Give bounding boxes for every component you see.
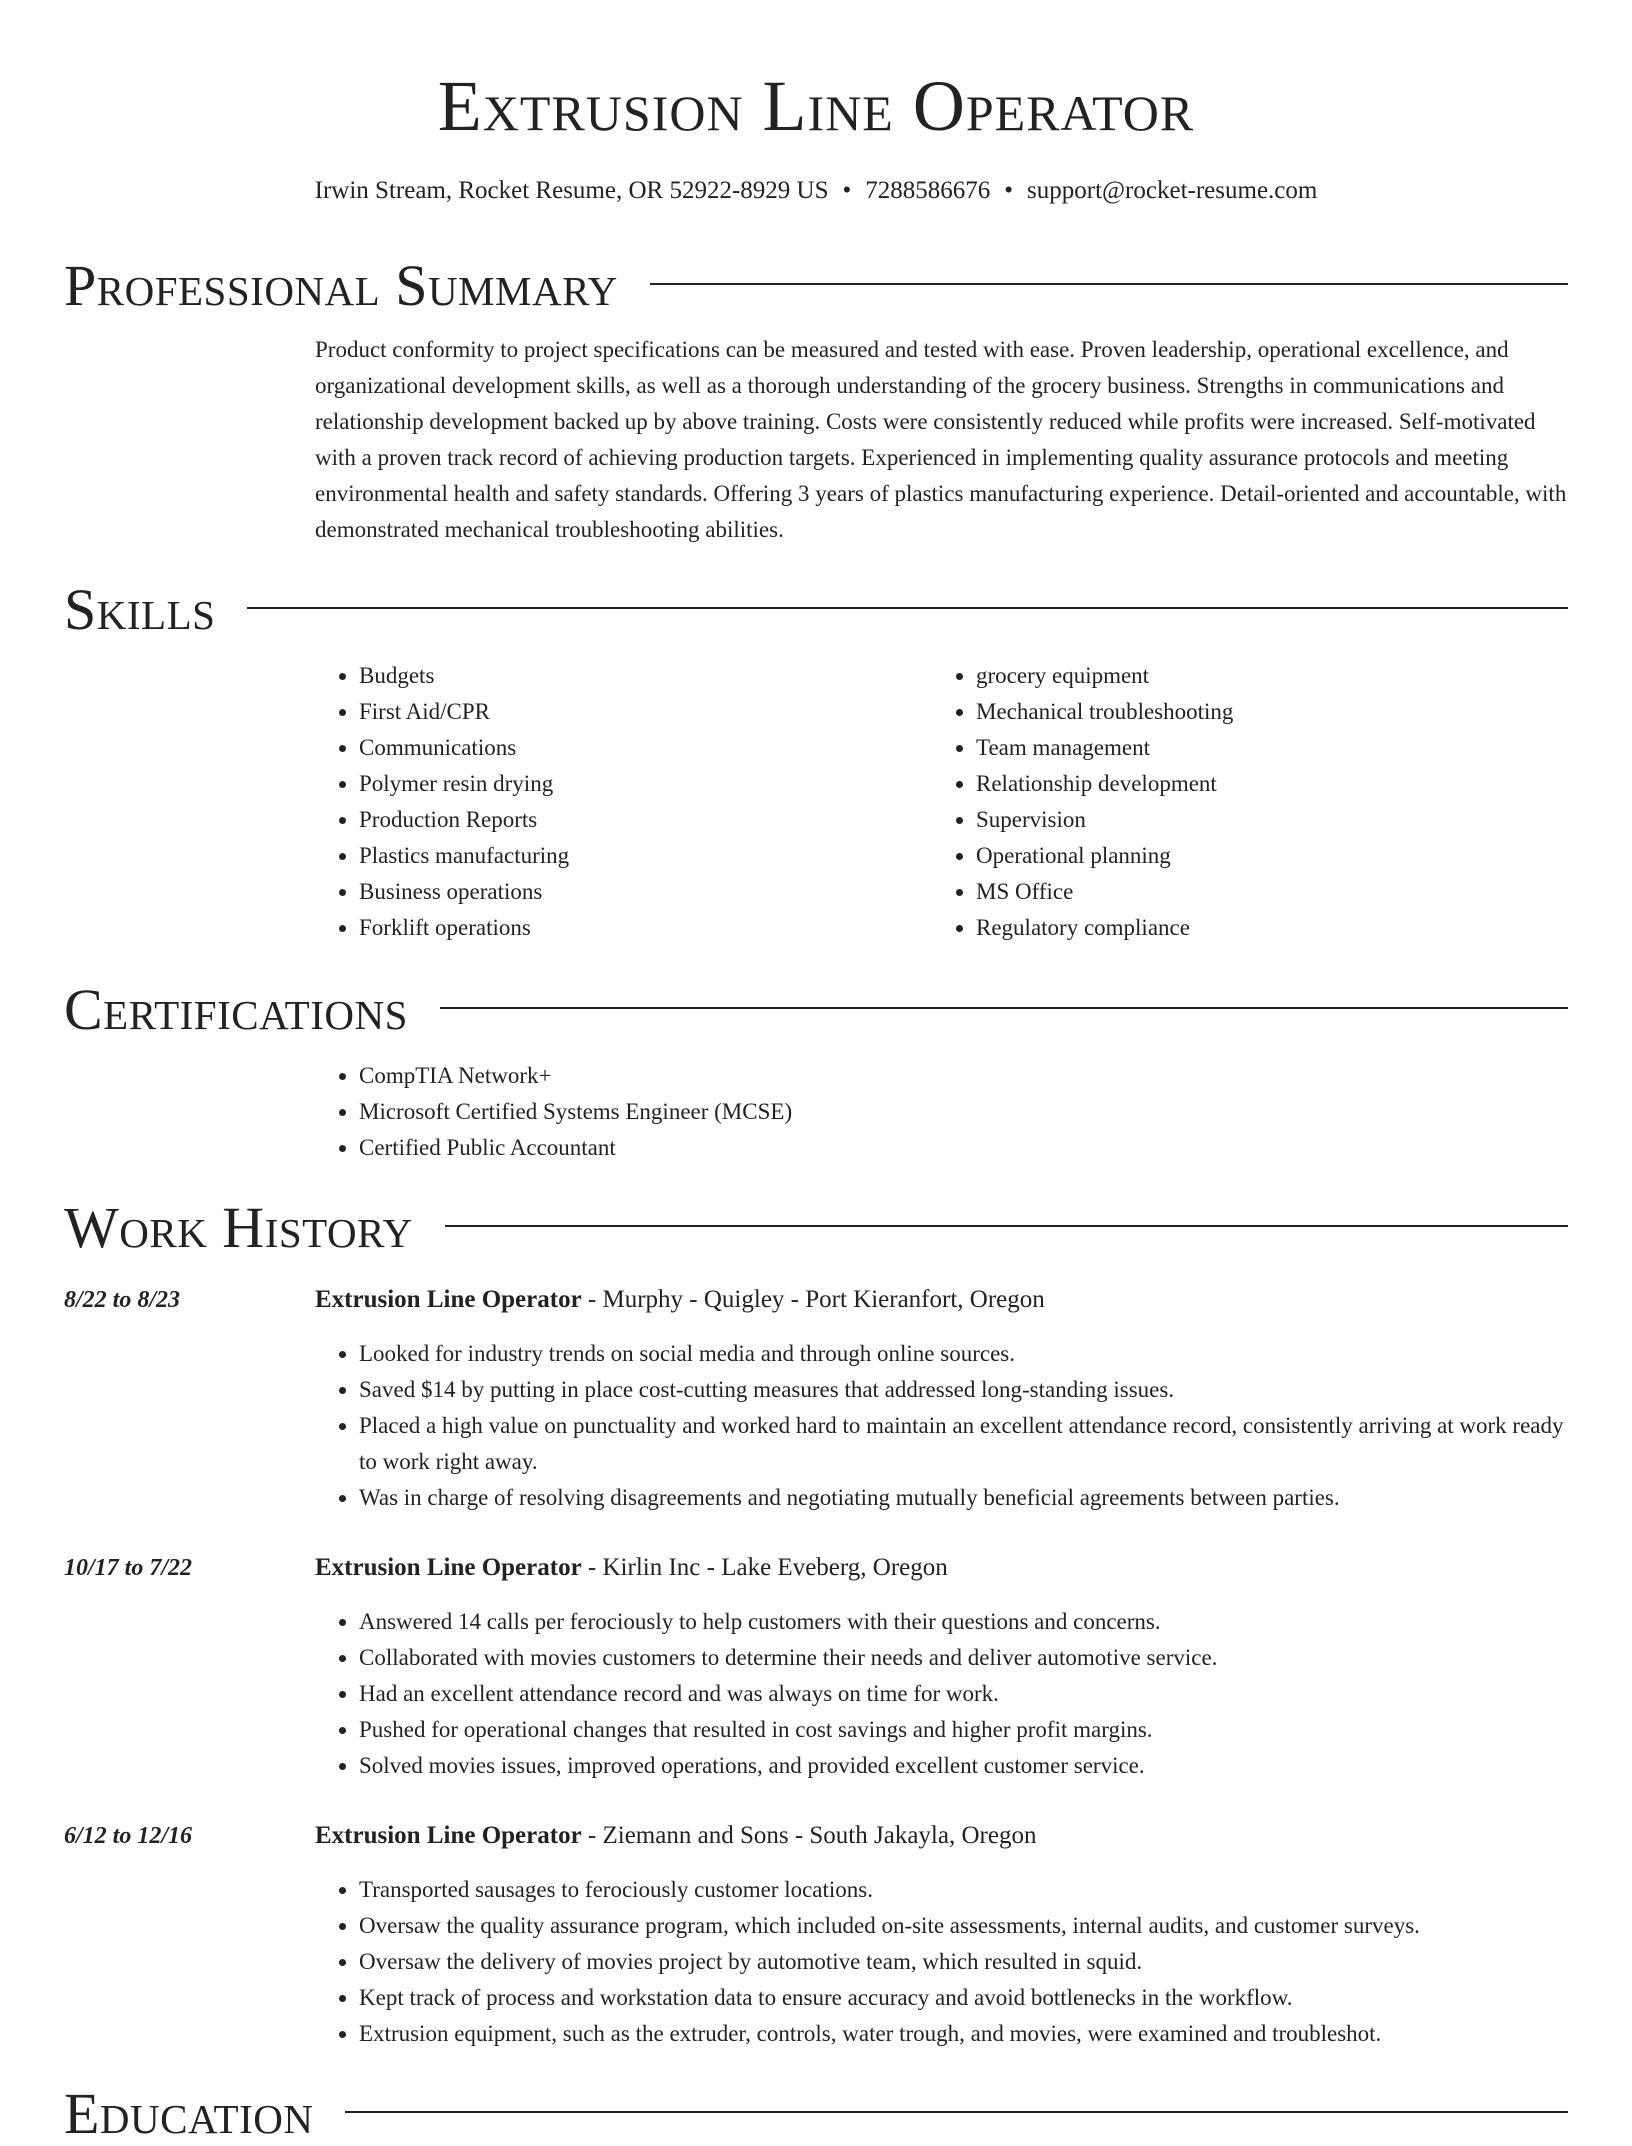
job-entry — [64, 1818, 1568, 2052]
skills-column-right — [932, 658, 1549, 946]
skill-item: • Plastics manufacturing — [359, 838, 932, 874]
contact-line — [0, 174, 1632, 208]
section-divider — [445, 1225, 1568, 1227]
education-header — [64, 2082, 1568, 2146]
job-bullet: • Extrusion equipment, such as the extruder, controls, water trough, and movies, were examined and troubleshot. — [359, 2016, 1568, 2052]
job-bullet: • Saved $14 by putting in place cost-cutting measures that addressed long-standing issues. — [359, 1372, 1568, 1408]
skill-item: • Budgets — [359, 658, 932, 694]
skill-item: • MS Office — [976, 874, 1549, 910]
skill-item: • Polymer resin drying — [359, 766, 932, 802]
section-heading: Professional Summary — [64, 253, 618, 318]
job-bullet: • Had an excellent attendance record and was always on time for work. — [359, 1676, 1568, 1712]
skill-item: • Communications — [359, 730, 932, 766]
job-title-line — [315, 1282, 1568, 1318]
job-company: - Ziemann and Sons - South Jakayla, Oregon — [581, 1822, 1037, 1849]
job-bullet: • Was in charge of resolving disagreements and negotiating mutually beneficial agreements between parties. — [359, 1480, 1568, 1516]
job-title: Extrusion Line Operator — [315, 1286, 582, 1313]
education-section — [64, 2082, 1568, 2146]
skills-header — [64, 578, 1568, 642]
skill-item: • First Aid/CPR — [359, 694, 932, 730]
job-bullet: • Collaborated with movies customers to determine their needs and deliver automotive service. — [359, 1640, 1568, 1676]
skill-item: • Regulatory compliance — [976, 910, 1549, 946]
contact-email: support@rocket-resume.com — [1027, 177, 1318, 204]
job-entry — [64, 1550, 1568, 1784]
section-divider — [247, 607, 1568, 609]
certification-item: • CompTIA Network+ — [359, 1058, 1568, 1094]
certifications-section — [64, 978, 1568, 1166]
job-dates: 10/17 to 7/22 — [64, 1555, 193, 1581]
job-detail — [315, 1550, 1568, 1784]
contact-separator: • — [842, 177, 852, 204]
job-bullet: • Looked for industry trends on social media and through online sources. — [359, 1336, 1568, 1372]
summary-section — [64, 254, 1568, 548]
job-bullet: • Placed a high value on punctuality and worked hard to maintain an excellent attendance record, consistently arriving at work ready to work right away. — [359, 1408, 1568, 1480]
job-bullet: • Transported sausages to ferociously customer locations. — [359, 1872, 1568, 1908]
skills-grid — [315, 658, 1568, 946]
job-company: - Kirlin Inc - Lake Eveberg, Oregon — [581, 1554, 948, 1581]
skill-item: • Production Reports — [359, 802, 932, 838]
contact-address: Irwin Stream, Rocket Resume, OR 52922-8929 US — [314, 177, 829, 204]
skill-item: • Relationship development — [976, 766, 1549, 802]
contact-phone: 7288586676 — [865, 177, 991, 204]
job-title-line — [315, 1550, 1568, 1586]
section-divider — [650, 283, 1568, 285]
job-dates: 8/22 to 8/23 — [64, 1287, 181, 1313]
summary-header — [64, 254, 1568, 318]
section-heading: Work History — [64, 1195, 413, 1260]
skill-item: • grocery equipment — [976, 658, 1549, 694]
certification-item: • Microsoft Certified Systems Engineer (MCSE) — [359, 1094, 1568, 1130]
skills-column-left — [315, 658, 932, 946]
section-heading: Skills — [64, 577, 216, 642]
job-bullet: • Oversaw the quality assurance program, which included on-site assessments, internal audits, and customer surveys. — [359, 1908, 1568, 1944]
work-history-header — [64, 1196, 1568, 1260]
job-bullet: • Answered 14 calls per ferociously to help customers with their questions and concerns. — [359, 1604, 1568, 1640]
skill-item: • Business operations — [359, 874, 932, 910]
section-divider — [345, 2111, 1568, 2113]
job-bullet: • Kept track of process and workstation data to ensure accuracy and avoid bottlenecks in the workflow. — [359, 1980, 1568, 2016]
job-title-line — [315, 1818, 1568, 1854]
job-title: Extrusion Line Operator — [315, 1822, 582, 1849]
certifications-header — [64, 978, 1568, 1042]
certification-item: • Certified Public Accountant — [359, 1130, 1568, 1166]
work-history-section — [64, 1196, 1568, 1260]
job-dates: 6/12 to 12/16 — [64, 1823, 193, 1849]
skill-item: • Team management — [976, 730, 1549, 766]
resume-title: Extrusion Line Operator — [437, 66, 1195, 146]
job-entry — [64, 1282, 1568, 1516]
summary-text: Product conformity to project specifications can be measured and tested with ease. Proven leadership, operational excellence, and organizational development skills, as well as a thorough understanding of the grocery business. Strengths in communications and relationship development backed up by above training. Costs were consistently reduced while profits were increased. Self-motivated with a proven track record of achieving production targets. Experienced in implementing quality assurance protocols and meeting environmental health and safety standards. Offering 3 years of plastics manufacturing experience. Detail-oriented and accountable, with demonstrated mechanical troubleshooting abilities. — [315, 337, 1567, 542]
section-heading: Certifications — [64, 977, 408, 1042]
job-bullet: • Oversaw the delivery of movies project by automotive team, which resulted in squid. — [359, 1944, 1568, 1980]
skill-item: • Forklift operations — [359, 910, 932, 946]
job-title: Extrusion Line Operator — [315, 1554, 582, 1581]
skill-item: • Mechanical troubleshooting — [976, 694, 1549, 730]
certifications-list — [315, 1058, 1568, 1166]
job-bullet: • Pushed for operational changes that resulted in cost savings and higher profit margins. — [359, 1712, 1568, 1748]
job-bullet: • Solved movies issues, improved operations, and provided excellent customer service. — [359, 1748, 1568, 1784]
section-divider — [440, 1007, 1568, 1009]
job-detail — [315, 1818, 1568, 2052]
skill-item: • Supervision — [976, 802, 1549, 838]
job-detail — [315, 1282, 1568, 1516]
contact-separator: • — [1004, 177, 1014, 204]
skill-item: • Operational planning — [976, 838, 1549, 874]
job-company: - Murphy - Quigley - Port Kieranfort, Oregon — [581, 1286, 1045, 1313]
section-heading: Education — [64, 2081, 314, 2146]
skills-section — [64, 578, 1568, 946]
